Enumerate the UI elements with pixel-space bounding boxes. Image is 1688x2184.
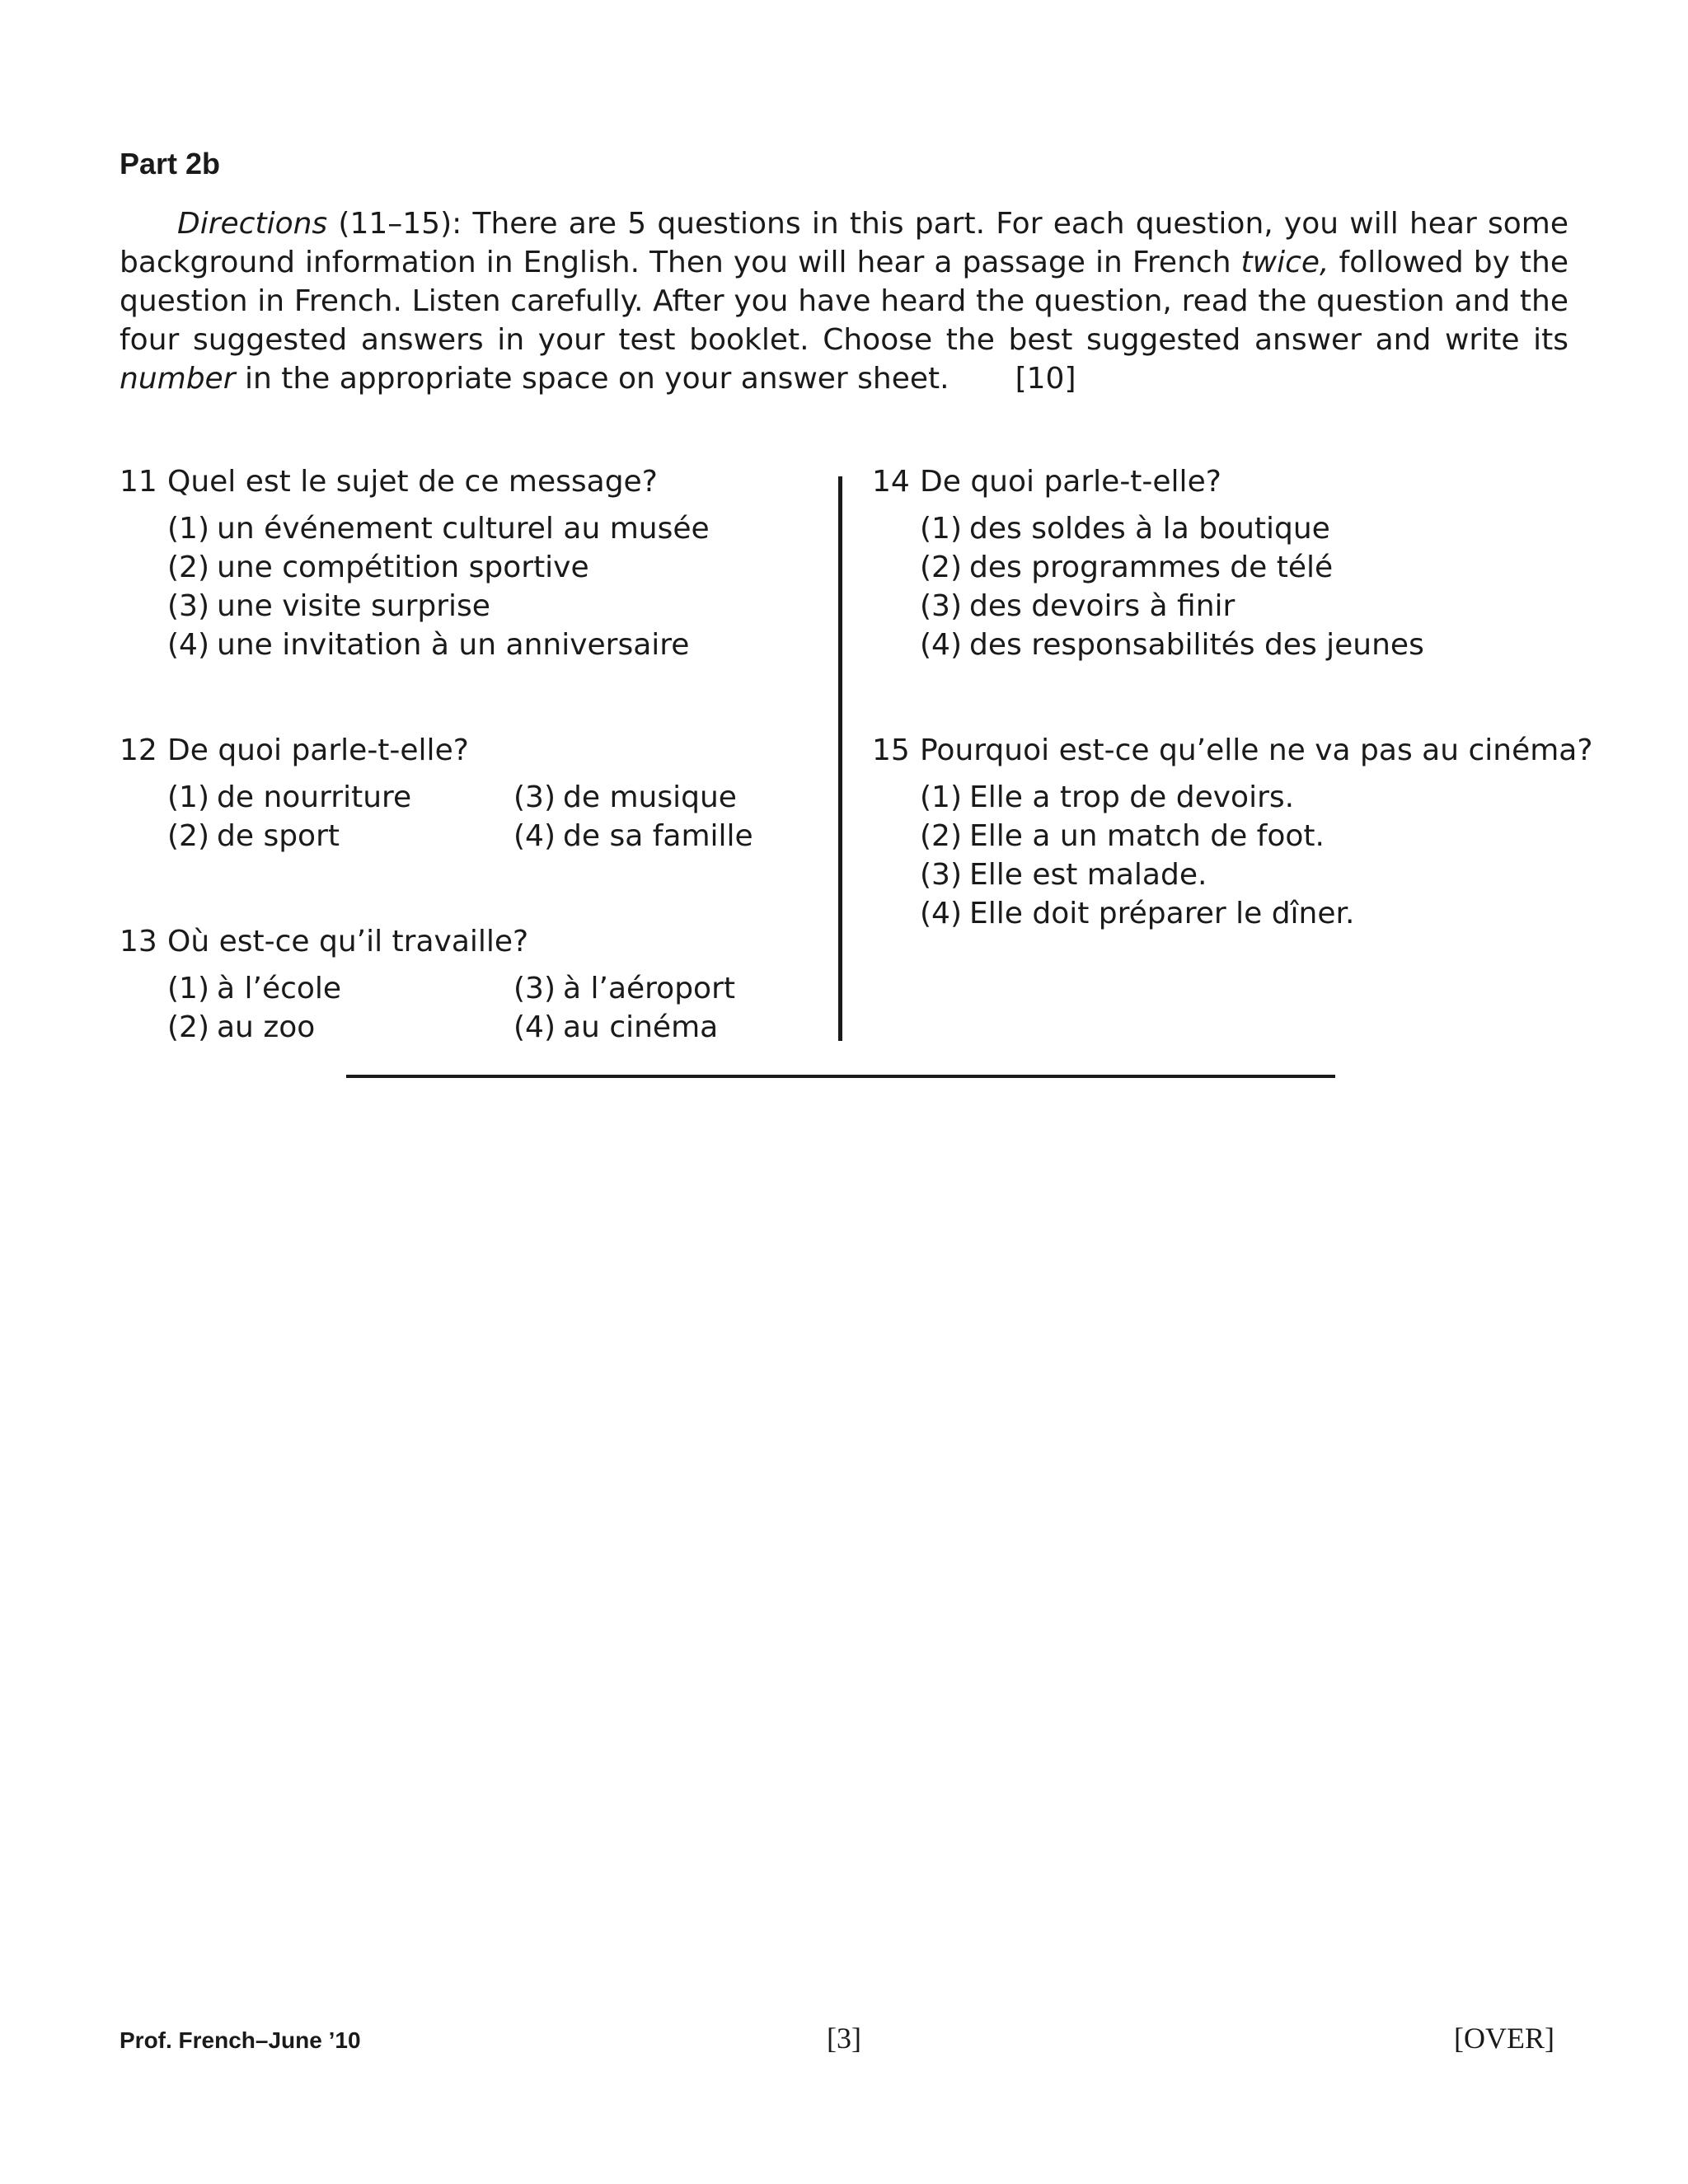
choice-text: une visite surprise [217, 589, 490, 623]
choice-2 [920, 817, 1581, 855]
choice-text: Elle a trop de devoirs. [969, 780, 1295, 814]
choice-3 [920, 587, 1581, 626]
question-number: 13 [120, 925, 157, 958]
question-number: 15 [872, 733, 910, 767]
choice-list [120, 778, 828, 855]
choice-text: au zoo [217, 1010, 316, 1044]
choice-4 [920, 626, 1581, 664]
choice-4 [167, 626, 828, 664]
choice-text: au cinéma [563, 1010, 719, 1044]
choice-text: une compétition sportive [217, 551, 589, 584]
choice-2 [167, 548, 828, 587]
question-13 [120, 921, 828, 1047]
choice-number: (4) [920, 628, 962, 662]
choice-3 [920, 855, 1581, 894]
choice-1 [167, 509, 828, 548]
question-15 [872, 730, 1593, 933]
choice-2 [920, 548, 1581, 587]
choice-text: à l’aéroport [563, 972, 735, 1005]
choice-2 [167, 1008, 513, 1047]
choice-number: (2) [920, 551, 962, 584]
choice-text: Elle est malade. [969, 858, 1207, 892]
choice-4 [513, 1008, 810, 1047]
question-column-right [872, 462, 1593, 933]
choice-text: des devoirs à finir [969, 589, 1236, 623]
directions-text-1: (11–15): There are 5 questions in this part. For each question, you will hear some background information in English. Then you will hear a passage in French [120, 207, 1568, 279]
question-stem [872, 462, 1581, 503]
choice-number: (2) [167, 819, 209, 853]
choice-list [120, 969, 828, 1047]
choice-number: (3) [920, 589, 962, 623]
choice-text: un événement culturel au musée [217, 512, 710, 546]
choice-number: (2) [167, 551, 209, 584]
choice-number: (3) [167, 589, 209, 623]
choice-number: (1) [920, 512, 962, 546]
choice-text: Elle a un match de foot. [969, 819, 1325, 853]
choice-number: (2) [920, 819, 962, 853]
choice-4 [920, 894, 1581, 933]
footer-page-number: [3] [827, 2022, 861, 2055]
directions-text-2: followed by the question in French. Listen carefully. After you have heard the question, read the question and the four suggested answers in your test booklet. Choose the best suggested answer and write its [120, 246, 1568, 357]
choice-number: (3) [920, 858, 962, 892]
choice-text: Elle doit préparer le dîner. [969, 897, 1355, 930]
question-14 [872, 462, 1581, 664]
choice-2 [167, 817, 513, 855]
choice-number: (1) [920, 780, 962, 814]
part-title: Part 2b [120, 147, 221, 180]
question-stem [120, 730, 828, 771]
directions-emphasis-number: number [120, 362, 236, 396]
question-stem [120, 462, 828, 503]
choice-text: des programmes de télé [969, 551, 1334, 584]
directions-label: Directions [177, 207, 328, 241]
choice-number: (4) [167, 628, 209, 662]
question-text: Où est-ce qu’il travaille? [167, 925, 529, 958]
choice-number: (3) [513, 780, 556, 814]
choice-3 [513, 778, 810, 817]
choice-number: (1) [167, 972, 209, 1005]
choice-number: (4) [920, 897, 962, 930]
choice-text: à l’école [217, 972, 342, 1005]
question-12 [120, 730, 828, 855]
choice-number: (1) [167, 780, 209, 814]
choice-text: des soldes à la boutique [969, 512, 1330, 546]
section-end-rule [346, 1075, 1335, 1078]
footer-exam-title: Prof. French–June ’10 [120, 2027, 361, 2053]
choice-4 [513, 817, 810, 855]
question-text: Quel est le sujet de ce message? [167, 465, 658, 499]
question-number: 14 [872, 465, 910, 499]
choice-number: (4) [513, 1010, 556, 1044]
choice-text: des responsabilités des jeunes [969, 628, 1424, 662]
choice-1 [920, 509, 1581, 548]
question-stem [872, 730, 1593, 771]
directions-points: [10] [1015, 362, 1076, 396]
footer-over: [OVER] [1454, 2022, 1554, 2055]
choice-list [872, 509, 1581, 664]
choice-list [872, 778, 1581, 933]
choice-text: de musique [563, 780, 737, 814]
choice-text: une invitation à un anniversaire [217, 628, 690, 662]
choice-number: (3) [513, 972, 556, 1005]
choice-text: de sa famille [563, 819, 753, 853]
column-divider [838, 476, 842, 1041]
directions-paragraph [120, 204, 1568, 398]
question-text: Pourquoi est-ce qu’elle ne va pas au cinéma? [920, 733, 1593, 767]
directions-text-3: in the appropriate space on your answer sheet. [235, 362, 950, 396]
question-11 [120, 462, 828, 664]
choice-1 [167, 969, 513, 1008]
question-text: De quoi parle-t-elle? [920, 465, 1221, 499]
choice-number: (4) [513, 819, 556, 853]
question-text: De quoi parle-t-elle? [167, 733, 469, 767]
choice-number: (2) [167, 1010, 209, 1044]
choice-3 [167, 587, 828, 626]
question-column-left [120, 462, 828, 1047]
choice-text: de sport [217, 819, 340, 853]
question-number: 12 [120, 733, 157, 767]
choice-list [120, 509, 828, 664]
choice-number: (1) [167, 512, 209, 546]
question-stem [120, 921, 828, 963]
question-number: 11 [120, 465, 157, 499]
directions-emphasis-twice: twice, [1240, 246, 1329, 279]
choice-1 [167, 778, 513, 817]
choice-text: de nourriture [217, 780, 412, 814]
choice-1 [920, 778, 1581, 817]
choice-3 [513, 969, 810, 1008]
